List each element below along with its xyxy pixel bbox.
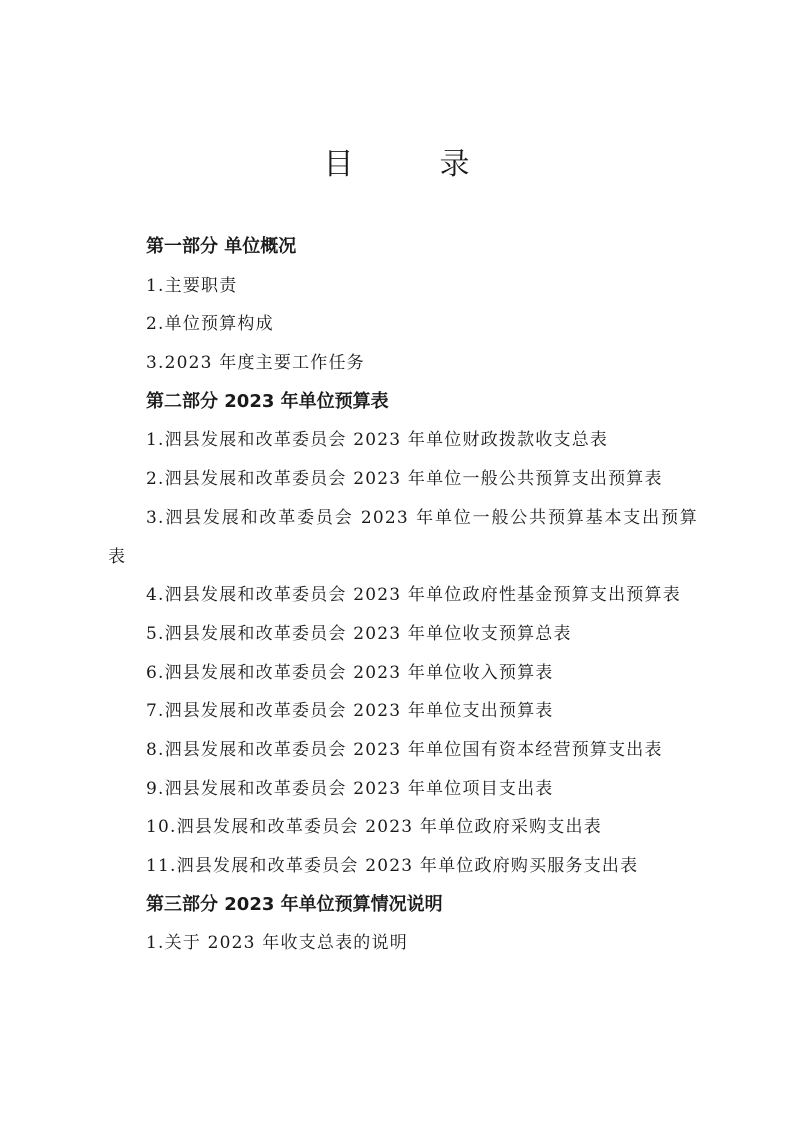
toc-entry[interactable]: 6.泗县发展和改革委员会 2023 年单位收入预算表 [146, 662, 554, 683]
page-title: 目 录 [323, 147, 498, 182]
section-heading-part-1[interactable]: 第一部分 单位概况 [146, 236, 297, 257]
toc-entry[interactable]: 9.泗县发展和改革委员会 2023 年单位项目支出表 [146, 778, 554, 799]
toc-entry[interactable]: 11.泗县发展和改革委员会 2023 年单位政府购买服务支出表 [146, 856, 639, 877]
toc-entry[interactable]: 3.2023 年度主要工作任务 [146, 353, 365, 374]
toc-entry[interactable]: 5.泗县发展和改革委员会 2023 年单位收支预算总表 [146, 623, 572, 644]
toc-entry[interactable]: 1.泗县发展和改革委员会 2023 年单位财政拨款收支总表 [146, 430, 609, 451]
toc-entry[interactable]: 2.泗县发展和改革委员会 2023 年单位一般公共预算支出预算表 [146, 469, 663, 490]
section-heading-part-2[interactable]: 第二部分 2023 年单位预算表 [146, 390, 389, 412]
toc-entry[interactable]: 8.泗县发展和改革委员会 2023 年单位国有资本经营预算支出表 [146, 739, 663, 760]
toc-entry[interactable]: 10.泗县发展和改革委员会 2023 年单位政府采购支出表 [146, 817, 602, 838]
table-of-contents [108, 228, 698, 963]
toc-entry[interactable]: 2.单位预算构成 [146, 314, 274, 335]
toc-entry[interactable]: 1.关于 2023 年收支总表的说明 [146, 933, 408, 954]
toc-entry[interactable]: 1.主要职责 [146, 275, 238, 296]
toc-entry[interactable]: 7.泗县发展和改革委员会 2023 年单位支出预算表 [146, 701, 554, 722]
section-heading-part-3[interactable]: 第三部分 2023 年单位预算情况说明 [146, 893, 443, 915]
toc-entry[interactable]: 3.泗县发展和改革委员会 2023 年单位一般公共预算基本支出预算表 [108, 507, 698, 567]
toc-entry[interactable]: 4.泗县发展和改革委员会 2023 年单位政府性基金预算支出预算表 [146, 585, 681, 606]
